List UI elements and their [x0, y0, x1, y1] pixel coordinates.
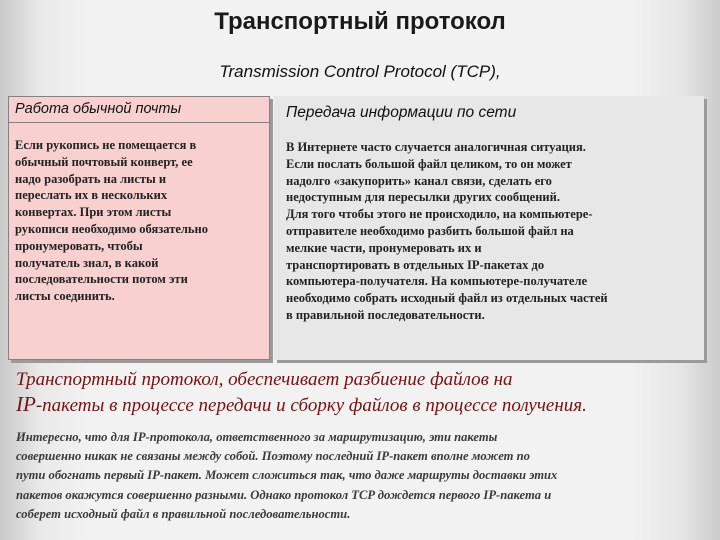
summary-statement: [16, 368, 716, 418]
summary-ip-word: IP: [16, 392, 36, 416]
network-transfer-panel: [274, 96, 704, 360]
summary-line-1: Транспортный протокол, обеспечивает разбиение файлов на: [16, 369, 513, 390]
regular-mail-panel: [8, 96, 270, 360]
ip-routing-note: Интересно, что для IP-протокола, ответственного за маршрутизацию, эти пакеты совершенно никак не связаны между собой. Поэтому последний IP-пакет вполне может по пути обогнать первый IP-пакет. Может сложиться так, что даже маршруты доставки этих пакетов окажутся совершенно разными. Однако протокол TCP дождется первого IP-пакета и соберет исходный файл в правильной последовательности.: [16, 430, 558, 521]
network-transfer-text: В Интернете часто случается аналогичная ситуация. Если послать большой файл целиком, то он может надолго «закупорить» канал связи, сделать его недоступным для пересылки других сообщений. Для того чтобы этого не происходило, на компьютере- отправителе необходимо разбить большой файл на мелкие части, пронумеровать их и транспортировать в отдельных IP-пакетах до компьютера-получателя. На компьютере-получателе необходимо собрать исходный файл из отдельных частей в правильной последовательности.: [286, 140, 608, 322]
slide-title: Транспортный протокол: [214, 8, 506, 35]
regular-mail-text: Если рукопись не помещается в обычный почтовый конверт, ее надо разобрать на листы и переслать их в нескольких конвертах. При этом листы рукописи необходимо обязательно пронумеровать, чтобы получатель знал, в какой последовательности потом эти листы соединить.: [15, 138, 208, 304]
slide-subtitle: Transmission Control Protocol (TCP),: [219, 62, 501, 81]
summary-line-2: -пакеты в процессе передачи и сборку файлов в процессе получения.: [35, 395, 587, 416]
regular-mail-heading: Работа обычной почты: [9, 97, 269, 123]
network-transfer-heading: Передача информации по сети: [286, 104, 517, 121]
